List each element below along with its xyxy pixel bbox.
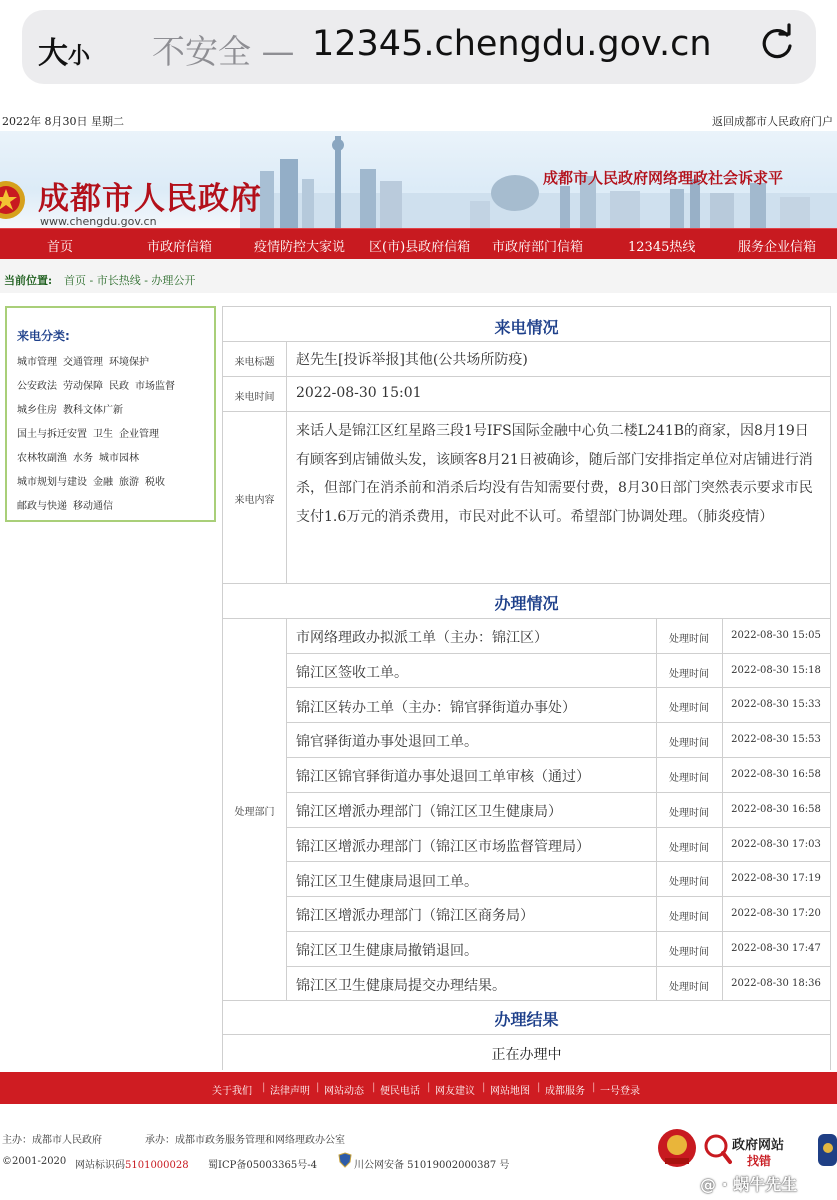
footer-icp[interactable]: 蜀ICP备05003365号-4 [208, 1160, 317, 1171]
breadcrumb-label: 当前位置: [4, 274, 53, 287]
call-content-value: 来话人是锦江区红星路三段1号IFS国际金融中心负二楼L241B的商家，因8月19日有顾客到店铺做头发，该顾客8月21日被确诊，随后部门安排指定单位对店铺进行消杀，但部门在消杀前和消杀后均没有告知需要付费，8月30日部门突然表示要求市民支付1.6万元的消杀费用，市民对此不认可。希望部门协调处理。（肺炎疫情） [296, 423, 813, 525]
call-title-value: 赵先生[投诉举报]其他(公共场所防疫) [296, 352, 528, 368]
footer-links: 关于我们 | 法律声明 | 网站动态 | 便民电话 | 网友建议 | 网站地图 | 成都服务 | 一号登录 [0, 1072, 837, 1104]
national-emblem-icon [0, 177, 26, 223]
footer-link-sitemap[interactable]: 网站地图 [490, 1086, 530, 1097]
nav-enterprise-mailbox[interactable]: 服务企业信箱 [738, 240, 817, 255]
handling-step-time: 2022-08-30 15:53 [731, 734, 821, 745]
handling-step-time: 2022-08-30 17:03 [731, 839, 821, 850]
category-link[interactable]: 金融 [93, 477, 113, 488]
url-field[interactable] [22, 10, 816, 84]
text-size-large-label: 大 [38, 36, 68, 71]
site-id-value: 5101000028 [125, 1160, 189, 1171]
category-link[interactable]: 劳动保障 [63, 381, 103, 392]
breadcrumb-path[interactable]: 首页 - 市长热线 - 办理公开 [64, 274, 196, 287]
handling-step-text: 锦江区增派办理部门（锦江区卫生健康局） [296, 804, 562, 820]
handling-step-time: 2022-08-30 17:20 [731, 908, 821, 919]
handling-time-label: 处理时间 [669, 703, 709, 714]
category-link[interactable]: 水务 [73, 453, 93, 464]
nav-department-mailbox[interactable]: 市政府部门信箱 [492, 240, 584, 255]
current-date: 2022年 8月30日 星期二 [2, 115, 124, 128]
category-sidebar [5, 306, 216, 522]
category-link[interactable]: 移动通信 [73, 501, 113, 512]
party-gov-badge-icon[interactable] [657, 1128, 697, 1168]
category-link[interactable]: 市场监督 [135, 381, 175, 392]
platform-name: 成都市人民政府网络理政社会诉求平 [543, 169, 784, 187]
category-row [17, 401, 129, 416]
handling-time-label: 处理时间 [669, 773, 709, 784]
nav-hotline[interactable]: 12345热线 [628, 240, 696, 255]
call-title-label: 来电标题 [234, 357, 275, 368]
category-link[interactable]: 城市规划与建设 [17, 477, 87, 488]
category-link[interactable]: 城乡住房 [17, 405, 57, 416]
footer-organizer: 承办：成都市政务服务管理和网络理政办公室 [145, 1135, 345, 1146]
text-size-small-label: 小 [68, 44, 91, 69]
handling-dept-label: 处理部门 [234, 807, 275, 818]
category-title: 来电分类: [17, 329, 70, 343]
handling-time-label: 处理时间 [669, 843, 709, 854]
handling-step-time: 2022-08-30 16:58 [731, 769, 821, 780]
category-link[interactable]: 旅游 [119, 477, 139, 488]
site-id-label: 网站标识码 [75, 1160, 125, 1171]
footer-copyright: ©2001-2020 [2, 1156, 67, 1167]
category-link[interactable]: 公安政法 [17, 381, 57, 392]
call-time-value: 2022-08-30 15:01 [296, 385, 422, 401]
handling-step-text: 市网络理政办拟派工单（主办：锦江区） [296, 630, 548, 646]
domain-text: 12345.chengdu.gov.cn [312, 24, 712, 64]
handling-step-text: 锦江区增派办理部门（锦江区市场监督管理局） [296, 839, 590, 855]
handling-time-label: 处理时间 [669, 738, 709, 749]
site-name: 成都市人民政府 [38, 181, 262, 217]
handling-step-text: 锦江区卫生健康局提交办理结果。 [296, 978, 506, 994]
top-strip [0, 109, 837, 131]
handling-step-time: 2022-08-30 15:18 [731, 665, 821, 676]
footer-link-suggest[interactable]: 网友建议 [435, 1086, 475, 1097]
gov-site-label: 政府网站 [732, 1138, 785, 1153]
handling-step-text: 锦江区锦官驿街道办事处退回工单审核（通过） [296, 769, 590, 785]
handling-step-text: 锦江区转办工单（主办：锦官驿街道办事处） [296, 700, 576, 716]
category-row [17, 473, 171, 488]
weibo-watermark: @ · 蜗牛先生 [700, 1175, 798, 1194]
nav-epidemic[interactable]: 疫情防控大家说 [254, 240, 346, 255]
category-row [17, 353, 155, 368]
call-section-title: 来电情况 [494, 318, 559, 337]
category-link[interactable]: 教科文体广新 [63, 405, 123, 416]
handling-step-text: 锦江区签收工单。 [296, 665, 408, 681]
handling-step-text: 锦官驿街道办事处退回工单。 [296, 734, 478, 750]
category-link[interactable]: 城市管理 [17, 357, 57, 368]
breadcrumb [0, 259, 837, 293]
footer-site-id [75, 1156, 189, 1171]
not-secure-label: 不安全 — [152, 32, 295, 71]
category-link[interactable]: 企业管理 [119, 429, 159, 440]
handling-time-label: 处理时间 [669, 808, 709, 819]
handling-time-label: 处理时间 [669, 947, 709, 958]
return-portal-link[interactable]: 返回成都市人民政府门户 [712, 115, 833, 128]
category-row [17, 425, 165, 440]
main-nav [0, 228, 837, 260]
footer-link-phone[interactable]: 便民电话 [380, 1086, 420, 1097]
result-status: 正在办理中 [491, 1047, 562, 1063]
handling-step-text: 锦江区卫生健康局撤销退回。 [296, 943, 478, 959]
category-link[interactable]: 民政 [109, 381, 129, 392]
category-row [17, 377, 181, 392]
police-emblem-icon [814, 1130, 837, 1170]
report-error-label: 找错 [747, 1154, 772, 1168]
category-row [17, 497, 119, 512]
category-link[interactable]: 国土与拆迁安置 [17, 429, 87, 440]
nav-mayor-mailbox[interactable]: 市政府信箱 [147, 240, 213, 255]
result-section-title: 办理结果 [494, 1010, 559, 1029]
site-url: www.chengdu.gov.cn [40, 215, 157, 228]
footer-link-about[interactable]: 关于我们 [212, 1086, 252, 1097]
category-row [17, 449, 145, 464]
handling-step-text: 锦江区增派办理部门（锦江区商务局） [296, 908, 534, 924]
call-content-label: 来电内容 [234, 495, 275, 506]
ticket-detail [222, 306, 831, 1070]
category-link[interactable]: 城市园林 [99, 453, 139, 464]
category-link[interactable]: 环境保护 [109, 357, 149, 368]
category-link[interactable]: 农林牧副渔 [17, 453, 67, 464]
handling-step-time: 2022-08-30 17:47 [731, 943, 821, 954]
handling-time-label: 处理时间 [669, 669, 709, 680]
footer-link-news[interactable]: 网站动态 [324, 1086, 364, 1097]
handling-time-label: 处理时间 [669, 634, 709, 645]
nav-district-mailbox[interactable]: 区(市)县政府信箱 [369, 240, 471, 255]
police-badge-icon [338, 1152, 352, 1168]
handling-step-time: 2022-08-30 15:05 [731, 630, 821, 641]
handling-step-time: 2022-08-30 15:33 [731, 699, 821, 710]
footer-sponsor: 主办：成都市人民政府 [2, 1135, 102, 1146]
handling-time-label: 处理时间 [669, 912, 709, 923]
text-size-button[interactable] [38, 28, 90, 72]
site-banner [0, 131, 837, 228]
category-link[interactable]: 邮政与快递 [17, 501, 67, 512]
footer-police-record[interactable]: 川公网安备 51019002000387 号 [354, 1160, 510, 1171]
handling-time-label: 处理时间 [669, 877, 709, 888]
browser-address-bar [0, 0, 837, 100]
category-link[interactable]: 卫生 [93, 429, 113, 440]
footer-link-legal[interactable]: 法律声明 [270, 1086, 310, 1097]
handling-step-time: 2022-08-30 18:36 [731, 978, 821, 989]
footer-link-login[interactable]: 一号登录 [600, 1086, 640, 1097]
handling-step-time: 2022-08-30 16:58 [731, 804, 821, 815]
handling-time-label: 处理时间 [669, 982, 709, 993]
report-error-icon[interactable] [704, 1132, 732, 1166]
handling-section-title: 办理情况 [494, 594, 559, 613]
call-time-label: 来电时间 [234, 392, 275, 403]
category-link[interactable]: 交通管理 [63, 357, 103, 368]
reload-icon[interactable] [756, 22, 798, 64]
handling-step-text: 锦江区卫生健康局退回工单。 [296, 874, 478, 890]
handling-step-time: 2022-08-30 17:19 [731, 873, 821, 884]
footer-link-service[interactable]: 成都服务 [545, 1086, 585, 1097]
category-link[interactable]: 税收 [145, 477, 165, 488]
nav-home[interactable]: 首页 [47, 240, 74, 255]
